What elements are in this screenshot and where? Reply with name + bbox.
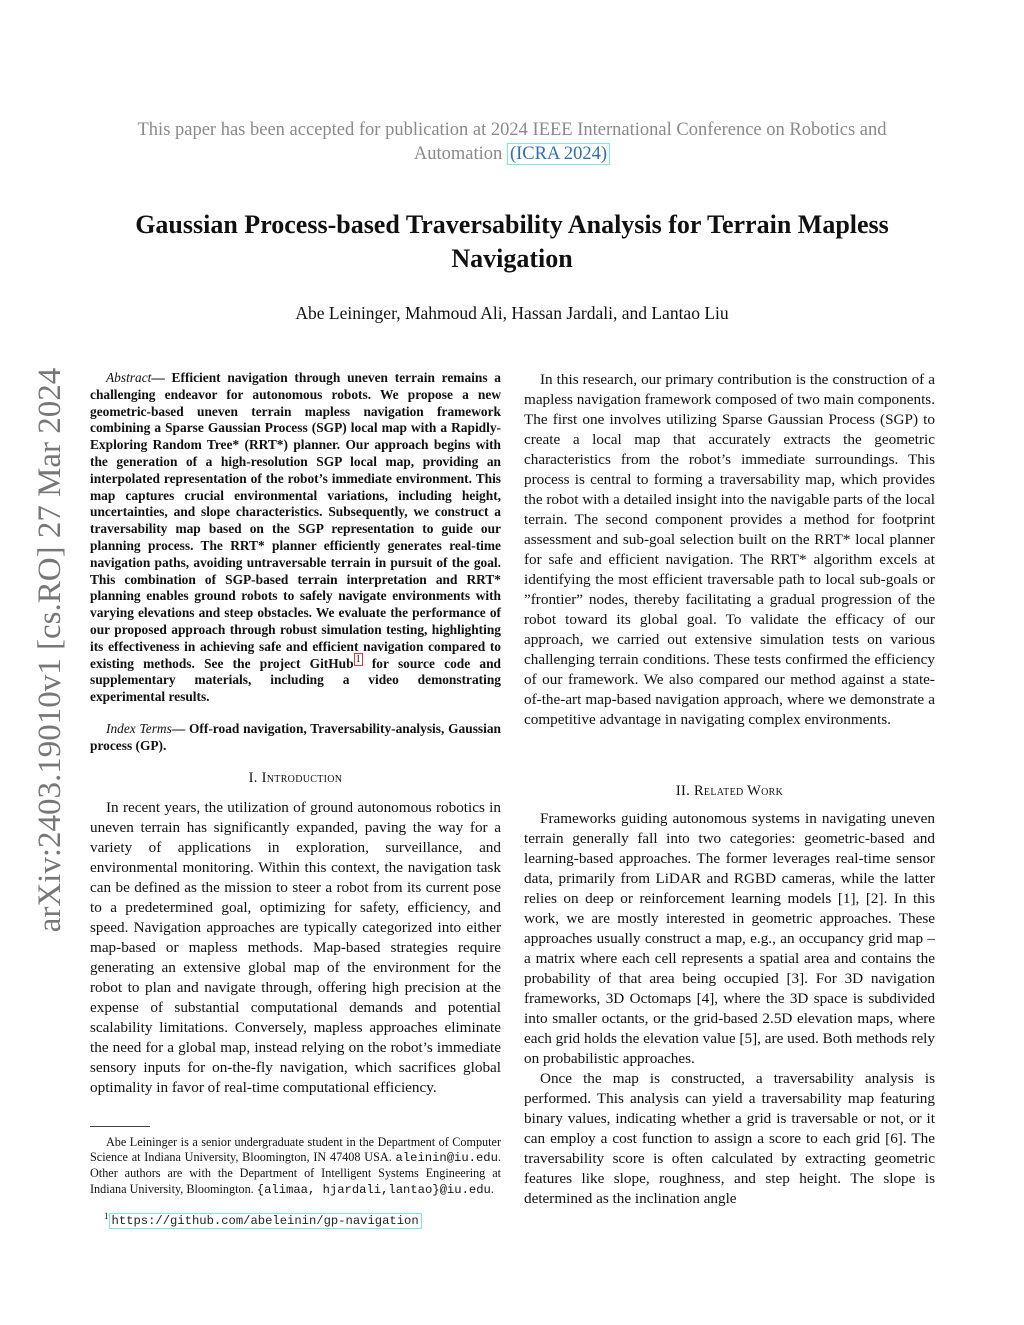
affiliation-text-1: Abe Leininger is a senior undergraduate student in the Department of Computer Science at Indiana University, Bloomington, IN 47408 USA. [90,1135,501,1165]
github-link[interactable]: https://github.com/abeleinin/gp-navigation [109,1213,422,1229]
index-terms [90,721,501,755]
section-title: Related Work [693,783,784,799]
abstract-label: Abstract [106,370,152,385]
abstract-dash: — [151,370,172,385]
section-heading-introduction [90,770,501,787]
abstract-text: Efficient navigation through uneven terrain remains a challenging endeavor for autonomous robots. We propose a new geometric-based uneven terrain mapless navigation framework combining a Sparse Gaussian Process (SGP) local map with a Rapidly-Exploring Random Tree* (RRT*) planner. Our approach begins with the generation of a high-resolution SGP local map, providing an interpolated representation of the robot’s immediate environment. This map captures crucial environmental variations, including height, uncertainties, and slope characteristics. Subsequently, we construct a traversability map based on the SGP representation to guide our planning process. The RRT* planner efficiently generates real-time navigation paths, avoiding untraversable terrain in pursuit of the goal. This combination of SGP-based terrain interpretation and RRT* planning enables ground robots to safely navigate environments with varying elevations and steep obstacles. We evaluate the performance of our proposed approach through robust simulation testing, highlighting its effectiveness in achieving safe and efficient navigation compared to existing methods. See the project GitHub [90,370,501,671]
affiliation-footnote [90,1135,501,1198]
github-footnote [104,1211,422,1228]
footnote-mark: 1 [104,1211,109,1221]
icra-link[interactable]: (ICRA 2024) [507,143,610,165]
email-address[interactable]: aleinin@iu.edu [395,1151,498,1166]
index-terms-label: Index Terms [106,721,172,736]
paragraph-text: In recent years, the utilization of ground autonomous robotics in uneven terrain has significantly expanded, paving the way for a variety of applications in exploration, surveillance, and environmental monitoring. Within this context, the navigation task can be defined as the mission to steer a robot from its current pose to a predetermined goal, optimizing for safety, efficiency, and speed. Navigation approaches are typically categorized into either map-based or mapless methods. Map-based strategies require generating an extensive global map of the environment for the robot to plan and navigate through, offering high precision at the expense of substantial computational demands and potential scalability limitations. Conversely, mapless approaches eliminate the need for a global map, instead relying on the robot’s immediate sensory inputs for on-the-fly navigation, which sacrifices global optimality in favor of real-time computational efficiency. [90,799,501,1096]
section-heading-related-work [524,783,935,800]
abstract-text-end: for source code and supplementary materials, including a video demonstrating experimental results. [90,655,502,705]
paragraph-text: In this research, our primary contribution is the construction of a mapless navigation framework composed of two main components. The first one involves utilizing Sparse Gaussian Process (SGP) to create a local map that accurately extracts the geometric characteristics from the robot’s immediate surroundings. This process is central to forming a traversability map, which provides the robot with a detailed insight into the navigable parts of the local terrain. The second component provides a method for footprint assessment and sub-goal selection built on the RRT* local planner for safe and efficient navigation. The RRT* algorithm excels at identifying the most efficient traversable path to local sub-goals or ”frontier” nodes, thereby facilitating a gradual progression of the robot toward its global goal. To validate the efficacy of our approach, we carried out extensive simulation tests on various challenging terrain conditions. These tests confirmed the efficiency of our framework. We also compared our method against a state-of-the-art map-based navigation approach, where we demonstrate a competitive advantage in navigating complex environments. [524,371,935,728]
section-title: Introduction [261,770,343,786]
index-terms-text: Off-road navigation, Traversability-analysis, Gaussian process (GP). [90,721,501,753]
arxiv-identifier: arXiv:2403.19010v1 [cs.RO] 27 Mar 2024 [32,367,68,933]
author-list: Abe Leininger, Mahmoud Ali, Hassan Jardali, and Lantao Liu [295,303,729,323]
affiliation-text-2: . Other authors are with the Department of Intelligent Systems Engineering at Indiana University, Bloomington. [90,1150,501,1196]
section-number: I. [248,770,262,786]
notice-line2: Automation [413,144,507,164]
abstract [90,370,501,706]
related-paragraph-2: Once the map is constructed, a traversability analysis is performed. This analysis can yield a traversability map featuring binary values, indicating whether a grid is traversable or not, or it can employ a cost function to assign a score to each grid [6]. The traversability score is often calculated by extracting geometric features like slope, roughness, and step height. The slope is determined as the inclination angle [524,1070,935,1207]
email-addresses[interactable]: {alimaa, hjardali,lantao}@iu.edu [256,1182,491,1197]
affiliation-text-3: . [490,1181,494,1196]
index-terms-dash: — [171,721,189,736]
section-number: II. [675,783,694,799]
footnote-ref-link[interactable]: 1 [355,654,361,666]
related-work-body [524,809,935,1209]
paper-title: Gaussian Process-based Traversability Analysis for Terrain Mapless Navigation [135,210,889,273]
publication-notice [60,118,964,166]
related-paragraph-1: Frameworks guiding autonomous systems in navigating uneven terrain generally fall into two categories: geometric-based and learning-based approaches. The former leverages real-time sensor data, primarily from LiDAR and RGBD cameras, while the latter relies on deep or reinforcement learning models [1], [2]. In this work, we are mostly interested in geometric approaches. These approaches usually construct a map, e.g., an occupancy grid map – a matrix where each cell represents a spatial area and contains the probability of that area being occupied [3]. For 3D navigation frameworks, 3D Octomaps [4], where the 3D space is subdivided into smaller octants, or the grid-based 2.5D elevation maps, where each grid holds the elevation value [5], are used. Both methods rely on probabilistic approaches. [524,810,935,1067]
footnote-rule [90,1126,150,1127]
intro-paragraph-2 [524,370,935,730]
notice-line1: This paper has been accepted for publication at 2024 IEEE International Conference on Robotics and [137,120,887,140]
intro-paragraph-1 [90,798,501,1098]
